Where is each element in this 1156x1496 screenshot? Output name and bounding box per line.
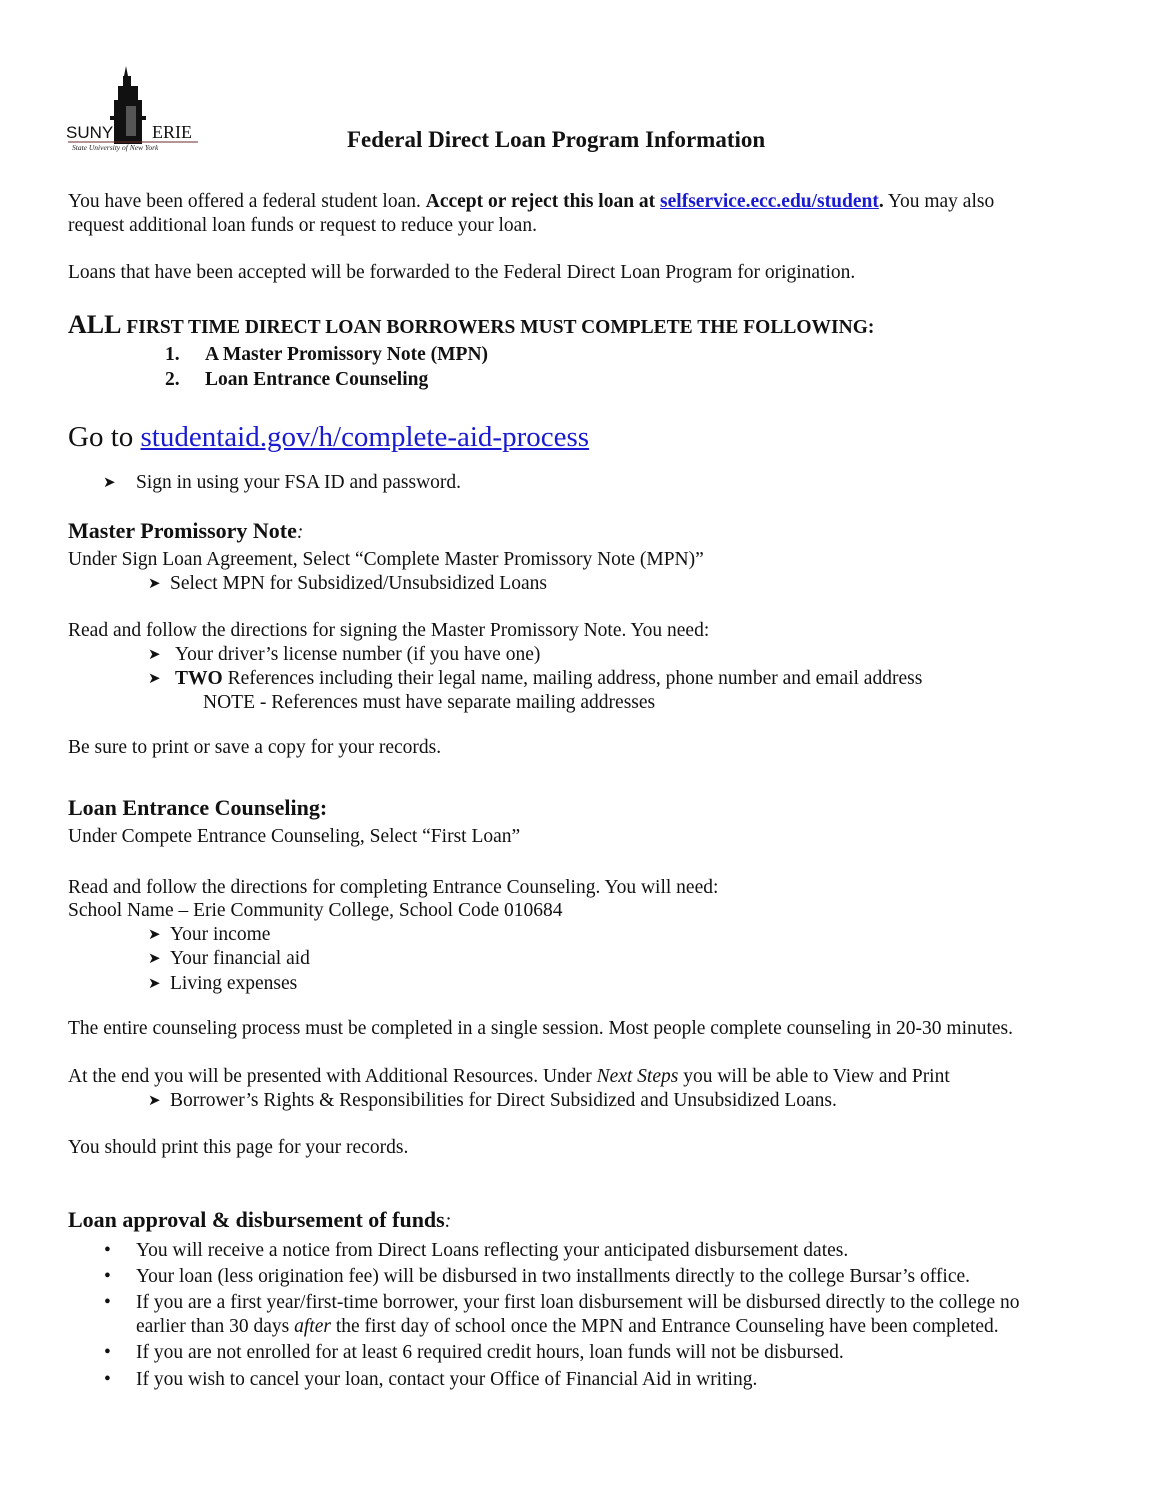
svg-text:State University of New York: State University of New York [72, 143, 159, 152]
colon: : [444, 1211, 452, 1232]
intro-text: You have been offered a federal student loan. [68, 191, 426, 212]
end-text [68, 1065, 950, 1089]
mpn-under: Under Sign Loan Agreement, Select “Complete Master Promissory Note (MPN)” [68, 549, 704, 570]
rights-text: Borrower’s Rights & Responsibilities for Direct Subsidized and Unsubsidized Loans. [170, 1090, 837, 1111]
intro-line-1 [68, 190, 994, 214]
mpn-need-1: Your driver’s license number (if you have one) [175, 644, 541, 665]
approval-heading [68, 1208, 451, 1234]
arrow-bullet-icon: ➤ [148, 576, 161, 592]
bullet-icon: • [104, 1240, 111, 1261]
requirement-rest: FIRST TIME DIRECT LOAN BORROWERS MUST COMPLETE THE FOLLOWING: [121, 317, 875, 338]
counseling-need: Your financial aid [170, 948, 310, 969]
counseling-need: Your income [170, 924, 271, 945]
bullet-icon: • [104, 1292, 111, 1313]
svg-text:ERIE: ERIE [152, 122, 192, 142]
requirement-item [165, 343, 180, 367]
counseling-read: Read and follow the directions for completing Entrance Counseling. You will need: [68, 877, 719, 898]
counseling-under: Under Compete Entrance Counseling, Select “First Loan” [68, 826, 521, 847]
bullet-icon: • [104, 1369, 111, 1390]
arrow-bullet-icon: ➤ [148, 1093, 161, 1109]
approval-bullet: If you are not enrolled for at least 6 required credit hours, loan funds will not be disbursed. [136, 1342, 844, 1363]
requirement-item-label: Loan Entrance Counseling [205, 369, 429, 390]
intro-period: . [878, 191, 884, 212]
end-a: At the end you will be presented with Additional Resources. Under [68, 1066, 597, 1087]
requirement-item [165, 368, 180, 392]
b3-c: the first day of school once the MPN and Entrance Counseling have been completed. [330, 1316, 999, 1337]
approval-bullet: If you are a first year/first-time borrower, your first loan disbursement will be disbursed directly to the college no [136, 1292, 1020, 1313]
signin-text: Sign in using your FSA ID and password. [136, 472, 462, 493]
after-italic: after [294, 1316, 331, 1337]
arrow-bullet-icon: ➤ [148, 671, 161, 687]
requirement-heading [68, 310, 874, 343]
mpn-heading [68, 519, 303, 545]
counseling-heading [68, 796, 327, 822]
approval-bullet: If you wish to cancel your loan, contact your Office of Financial Aid in writing. [136, 1369, 758, 1390]
mpn-need-2 [175, 667, 922, 691]
arrow-bullet-icon: ➤ [148, 951, 161, 967]
page-title: Federal Direct Loan Program Information [347, 127, 766, 152]
selfservice-link[interactable]: selfservice.ecc.edu/student [660, 191, 879, 212]
mpn-select: Select MPN for Subsidized/Unsubsidized Loans [170, 573, 547, 594]
arrow-bullet-icon: ➤ [148, 976, 161, 992]
intro-line-2: request additional loan funds or request to reduce your loan. [68, 215, 537, 236]
mpn-print: Be sure to print or save a copy for your records. [68, 737, 442, 758]
arrow-bullet-icon: ➤ [103, 475, 116, 491]
suny-erie-logo [66, 66, 206, 154]
bullet-icon: • [104, 1266, 111, 1287]
school-info: School Name – Erie Community College, School Code 010684 [68, 900, 563, 921]
item-number: 1. [165, 344, 180, 365]
two-bold: TWO [175, 668, 223, 689]
arrow-bullet-icon: ➤ [148, 927, 161, 943]
intro-bold: Accept or reject this loan at [425, 191, 661, 212]
counseling-need: Living expenses [170, 973, 298, 994]
svg-text:SUNY: SUNY [66, 123, 114, 142]
goto-prefix: Go to [68, 421, 141, 453]
approval-bullet: Your loan (less origination fee) will be disbursed in two installments directly to the college Bursar’s office. [136, 1266, 971, 1287]
end-b: you will be able to View and Print [678, 1066, 950, 1087]
requirement-all: ALL [68, 310, 122, 339]
mpn-heading-text: Master Promissory Note [68, 518, 297, 543]
counseling-heading-text: Loan Entrance Counseling [68, 795, 320, 820]
studentaid-link[interactable]: studentaid.gov/h/complete-aid-process [140, 421, 590, 453]
mpn-read: Read and follow the directions for signing the Master Promissory Note. You need: [68, 620, 710, 641]
approval-bullet-cont [136, 1315, 999, 1339]
forwarded-text: Loans that have been accepted will be forwarded to the Federal Direct Loan Program for origination. [68, 262, 856, 283]
requirement-item-label: A Master Promissory Note (MPN) [205, 344, 489, 365]
session-text: The entire counseling process must be completed in a single session. Most people complete counseling in 20-30 minutes. [68, 1018, 1014, 1039]
item-number: 2. [165, 369, 180, 390]
colon: : [319, 795, 328, 820]
approval-bullet: You will receive a notice from Direct Loans reflecting your anticipated disbursement dates. [136, 1240, 849, 1261]
mpn-note: NOTE - References must have separate mailing addresses [203, 692, 656, 713]
colon: : [296, 522, 304, 543]
counseling-print: You should print this page for your records. [68, 1137, 409, 1158]
approval-heading-text: Loan approval & disbursement of funds [68, 1207, 445, 1232]
bullet-icon: • [104, 1342, 111, 1363]
intro-tail: You may also [883, 191, 995, 212]
need-2-rest: References including their legal name, mailing address, phone number and email address [222, 668, 923, 689]
b3-b: earlier than 30 days [136, 1316, 295, 1337]
goto-line [68, 420, 589, 454]
arrow-bullet-icon: ➤ [148, 647, 161, 663]
next-steps: Next Steps [596, 1066, 679, 1087]
